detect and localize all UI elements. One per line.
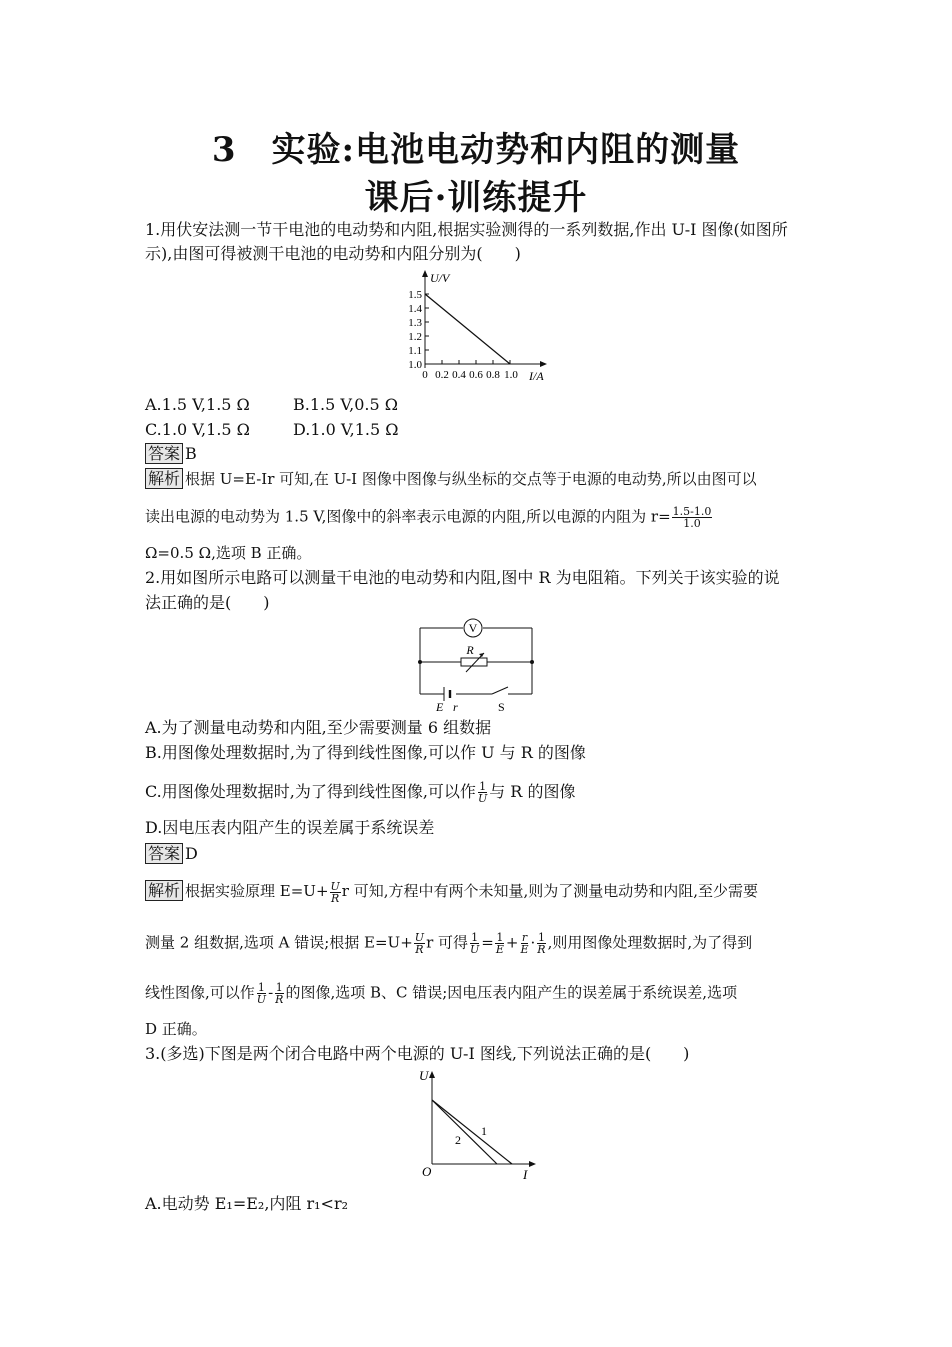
q1-ytick: 1.5 bbox=[408, 289, 422, 301]
q2-option-d[interactable]: D.因电压表内阻产生的误差属于系统误差 bbox=[145, 818, 435, 837]
q1-ytick: 1.1 bbox=[408, 345, 422, 357]
q2-analysis-line4: D 正确。 bbox=[145, 1020, 207, 1038]
analysis-label: 解析 bbox=[145, 880, 183, 901]
q2-answer-value: D bbox=[185, 844, 198, 863]
q1-resistance-fraction: $\frac{1.5-1.0}{1.0}$ bbox=[672, 505, 712, 530]
q1-xtick: 0.4 bbox=[452, 369, 466, 381]
q1-ytick: 1.4 bbox=[408, 303, 422, 315]
q1-answer bbox=[145, 443, 197, 464]
q3-line1-label: 1 bbox=[481, 1124, 487, 1138]
q1-stem-line2: 示),由图可得被测干电池的电动势和内阻分别为( ) bbox=[145, 244, 521, 263]
q2-option-b[interactable]: B.用图像处理数据时,为了得到线性图像,可以作 U 与 R 的图像 bbox=[145, 743, 586, 762]
q1-xtick: 1.0 bbox=[504, 369, 518, 381]
q2-answer bbox=[145, 843, 198, 864]
q3-option-a[interactable]: A.电动势 E₁=E₂,内阻 r₁<r₂ bbox=[145, 1194, 349, 1213]
q1-y-axis-label: U/V bbox=[430, 271, 450, 285]
q2-circuit-diagram bbox=[410, 616, 540, 714]
q1-option-b[interactable]: B.1.5 V,0.5 Ω bbox=[293, 395, 399, 414]
q3-x-axis-label: I bbox=[523, 1167, 528, 1182]
q3-y-axis-label: U bbox=[419, 1068, 429, 1083]
answer-label: 答案 bbox=[145, 843, 183, 864]
page-title: 3 实验:电池电动势和内阻的测量 bbox=[211, 130, 741, 170]
q1-ytick: 1.2 bbox=[408, 331, 422, 343]
q3-origin-label: O bbox=[422, 1164, 432, 1179]
q1-option-c[interactable]: C.1.0 V,1.5 Ω bbox=[145, 420, 250, 439]
q1-x-axis-label: I/A bbox=[529, 369, 544, 383]
internal-resistance-label: r bbox=[453, 700, 458, 714]
q1-analysis-line1: 解析 根据 U=E-Ir 可知,在 U-I 图像中图像与纵坐标的交点等于电源的电动势,所以由图可以 bbox=[145, 468, 757, 489]
q1-ui-graph bbox=[395, 268, 555, 386]
q1-analysis-line3: Ω=0.5 Ω,选项 B 正确。 bbox=[145, 544, 312, 562]
q3-line2-label: 2 bbox=[455, 1133, 461, 1147]
q1-ytick: 1.3 bbox=[408, 317, 422, 329]
q1-stem-line1: 1.用伏安法测一节干电池的电动势和内阻,根据实验测得的一系列数据,作出 U-I 图像(如图所 bbox=[145, 220, 788, 239]
switch-label: S bbox=[498, 700, 505, 714]
q3-ui-graph bbox=[415, 1066, 545, 1184]
q1-option-a[interactable]: A.1.5 V,1.5 Ω bbox=[145, 395, 250, 414]
answer-label: 答案 bbox=[145, 443, 183, 464]
q1-xtick: 0.8 bbox=[486, 369, 500, 381]
resistor-label: R bbox=[466, 643, 474, 657]
q2-stem-line2: 法正确的是( ) bbox=[145, 593, 270, 612]
q1-xtick: 0.2 bbox=[435, 369, 449, 381]
q2-analysis-line1: 解析 根据实验原理 E=U+ $\frac{U}{R}$ r 可知,方程中有两个未知量,则为了测量电动势和内阻,至少需要 bbox=[145, 880, 758, 904]
analysis-label: 解析 bbox=[145, 468, 183, 489]
q2-option-a[interactable]: A.为了测量电动势和内阻,至少需要测量 6 组数据 bbox=[145, 718, 492, 737]
q2-analysis-line3: 线性图像,可以作 $\frac{1}{U}$ - $\frac{1}{R}$ 的图像,选项 B、C 错误;因电压表内阻产生的误差属于系统误差,选项 bbox=[145, 981, 738, 1006]
q2-stem-line1: 2.用如图所示电路可以测量干电池的电动势和内阻,图中 R 为电阻箱。下列关于该实验的说 bbox=[145, 568, 780, 587]
q1-xtick: 0.6 bbox=[469, 369, 483, 381]
q1-xtick: 0 bbox=[422, 369, 428, 381]
q1-analysis-line2: 读出电源的电动势为 1.5 V,图像中的斜率表示电源的内阻,所以电源的内阻为 r= $\frac{1.5-1.0}{1.0}$ bbox=[145, 505, 712, 530]
q1-ytick: 1.0 bbox=[408, 359, 422, 371]
voltmeter-label: V bbox=[468, 621, 478, 635]
q3-stem: 3.(多选)下图是两个闭合电路中两个电源的 U-I 图线,下列说法正确的是( ) bbox=[145, 1044, 690, 1063]
page-subtitle: 课后·训练提升 bbox=[364, 178, 588, 218]
q1-answer-value: B bbox=[185, 444, 197, 463]
q2-option-c[interactable]: C.用图像处理数据时,为了得到线性图像,可以作 $\frac{1}{U}$ 与 R 的图像 bbox=[145, 780, 576, 805]
emf-label: E bbox=[436, 700, 444, 714]
q1-option-d[interactable]: D.1.0 V,1.5 Ω bbox=[293, 420, 399, 439]
q2-analysis-line2: 测量 2 组数据,选项 A 错误;根据 E=U+ $\frac{U}{R}$ r 可得 $\frac{1}{U}$ = $\frac{1}{E}$ + $\frac{r}{E}$ · $\frac{1}{R}$ ,则用图像处理数据时,为了得到 bbox=[145, 931, 753, 956]
